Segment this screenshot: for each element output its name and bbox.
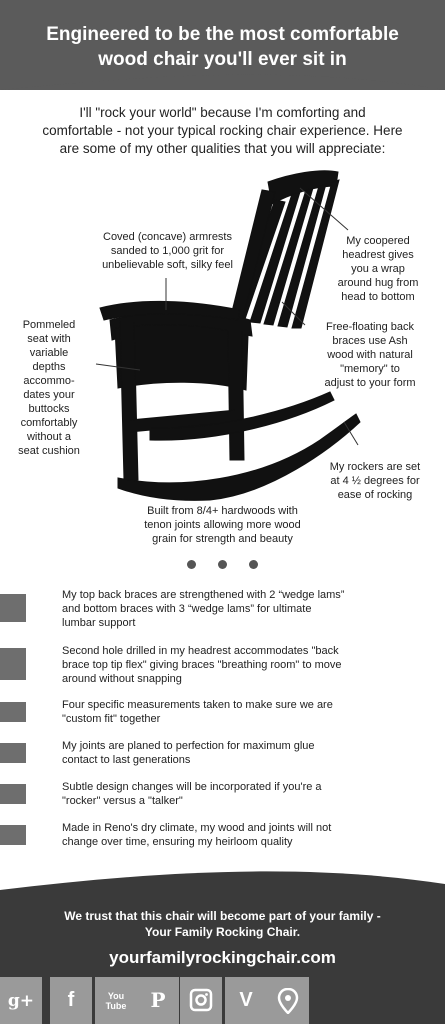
feature-bar bbox=[0, 702, 26, 722]
feature-line: brace top tip flex" giving braces "breathing room" to move bbox=[62, 659, 342, 671]
callout-armrests-line-1: Coved (concave) armrests bbox=[103, 231, 232, 243]
callout-back-braces-line-3: wood with natural bbox=[327, 349, 413, 361]
feature-bar bbox=[0, 784, 26, 804]
callout-seat-line-8: comfortably bbox=[20, 417, 78, 429]
page-title-line-1: Engineered to be the most comfortable bbox=[46, 24, 399, 45]
google-plus-button[interactable] bbox=[0, 977, 42, 1024]
callout-back-braces-line-5: adjust to your form bbox=[324, 377, 416, 389]
intro-line-2: comfortable - not your typical rocking chair experience. Here bbox=[42, 123, 403, 138]
youtube-button[interactable] bbox=[95, 977, 137, 1024]
callout-seat-line-2: seat with bbox=[27, 333, 71, 345]
callout-headrest bbox=[318, 234, 438, 304]
pinterest-button[interactable] bbox=[137, 977, 179, 1024]
intro-line-3: are some of my other qualities that you will appreciate: bbox=[59, 141, 386, 156]
callout-armrests-line-3: unbelievable soft, silky feel bbox=[102, 259, 233, 271]
footer-slogan bbox=[0, 908, 445, 940]
callout-armrests bbox=[80, 230, 255, 272]
callout-seat-line-7: buttocks bbox=[28, 403, 70, 415]
callout-seat-line-4: depths bbox=[32, 361, 66, 373]
feature-bar bbox=[0, 594, 26, 622]
feature-line: "rocker" versus a "talker" bbox=[62, 795, 183, 807]
callout-back-braces-line-4: "memory" to bbox=[340, 363, 400, 375]
feature-line: contact to last generations bbox=[62, 754, 191, 766]
feature-line: My top back braces are strengthened with 2 “wedge lams” bbox=[62, 589, 345, 601]
feature-text bbox=[62, 821, 412, 849]
feature-bar bbox=[0, 648, 26, 680]
location-pin-icon bbox=[276, 988, 300, 1014]
callout-back-braces-line-2: braces use Ash bbox=[332, 335, 408, 347]
callout-back-braces-line-1: Free-floating back bbox=[325, 321, 415, 333]
footer-slogan-line-1: We trust that this chair will become part of your family - bbox=[64, 909, 381, 923]
dots-separator bbox=[0, 556, 445, 574]
separator-dot bbox=[218, 560, 227, 569]
facebook-button[interactable] bbox=[50, 977, 92, 1024]
feature-line: "custom fit" together bbox=[62, 713, 161, 725]
feature-text bbox=[62, 644, 412, 686]
callout-hardwoods bbox=[110, 504, 335, 546]
intro-paragraph bbox=[30, 104, 415, 158]
feature-line: and bottom braces with 3 “wedge lams” for ultimate bbox=[62, 603, 312, 615]
feature-line: lumbar support bbox=[62, 617, 136, 629]
callout-headrest-line-2: headrest gives bbox=[342, 249, 414, 261]
callout-seat-line-1: Pommeled bbox=[22, 319, 76, 331]
facebook-icon: f bbox=[67, 989, 75, 1011]
feature-bar bbox=[0, 743, 26, 763]
callout-headrest-line-1: My coopered bbox=[346, 235, 410, 247]
feature-text bbox=[62, 698, 412, 726]
feature-line: Second hole drilled in my headrest accommodates "back bbox=[62, 645, 339, 657]
callout-hardwoods-line-2: tenon joints allowing more wood bbox=[144, 519, 301, 531]
callout-rockers bbox=[310, 460, 440, 502]
callout-headrest-line-4: around hug from bbox=[337, 277, 419, 289]
intro-line-1: I'll "rock your world" because I'm comforting and bbox=[79, 105, 366, 120]
callout-seat-line-10: seat cushion bbox=[18, 445, 80, 457]
callout-back-braces bbox=[305, 320, 435, 390]
feature-line: Made in Reno's dry climate, my wood and joints will not bbox=[62, 822, 332, 834]
callout-seat-line-6: dates your bbox=[23, 389, 75, 401]
feature-text bbox=[62, 739, 412, 767]
callout-headrest-line-5: head to bottom bbox=[341, 291, 415, 303]
callout-rockers-line-3: ease of rocking bbox=[337, 489, 413, 501]
separator-dot bbox=[187, 560, 196, 569]
callout-seat-line-9: without a bbox=[26, 431, 72, 443]
instagram-icon bbox=[189, 988, 213, 1012]
callout-seat-line-3: variable bbox=[29, 347, 69, 359]
feature-bar bbox=[0, 825, 26, 845]
callout-headrest-line-3: you a wrap bbox=[351, 263, 405, 275]
page-title bbox=[0, 22, 445, 72]
callout-hardwoods-line-3: grain for strength and beauty bbox=[152, 533, 293, 545]
feature-line: Four specific measurements taken to make sure we are bbox=[62, 699, 333, 711]
callout-rockers-line-2: at 4 ½ degrees for bbox=[330, 475, 420, 487]
footer-slogan-line-2: Your Family Rocking Chair. bbox=[144, 925, 301, 939]
callout-rockers-line-1: My rockers are set bbox=[329, 461, 421, 473]
vine-icon: V bbox=[239, 989, 253, 1011]
callout-seat bbox=[2, 318, 96, 458]
feature-line: change over time, ensuring my heirloom quality bbox=[62, 836, 293, 848]
feature-text bbox=[62, 588, 412, 630]
website-link[interactable]: yourfamilyrockingchair.com bbox=[109, 948, 336, 967]
feature-text bbox=[62, 780, 412, 808]
youtube-icon: You Tube bbox=[105, 991, 127, 1012]
google-plus-icon: g+ bbox=[7, 991, 35, 1011]
callout-hardwoods-line-1: Built from 8/4+ hardwoods with bbox=[147, 505, 298, 517]
page-title-line-2: wood chair you'll ever sit in bbox=[98, 49, 347, 70]
feature-line: around without snapping bbox=[62, 673, 182, 685]
pinterest-icon: P bbox=[150, 988, 166, 1012]
callout-seat-line-5: accommo- bbox=[23, 375, 75, 387]
feature-line: Subtle design changes will be incorporated if you're a bbox=[62, 781, 322, 793]
vine-button[interactable] bbox=[225, 977, 267, 1024]
social-bar bbox=[0, 977, 445, 1024]
location-button[interactable] bbox=[267, 977, 309, 1024]
callout-armrests-line-2: sanded to 1,000 grit for bbox=[110, 245, 225, 257]
feature-line: My joints are planed to perfection for maximum glue bbox=[62, 740, 315, 752]
separator-dot bbox=[249, 560, 258, 569]
instagram-button[interactable] bbox=[180, 977, 222, 1024]
